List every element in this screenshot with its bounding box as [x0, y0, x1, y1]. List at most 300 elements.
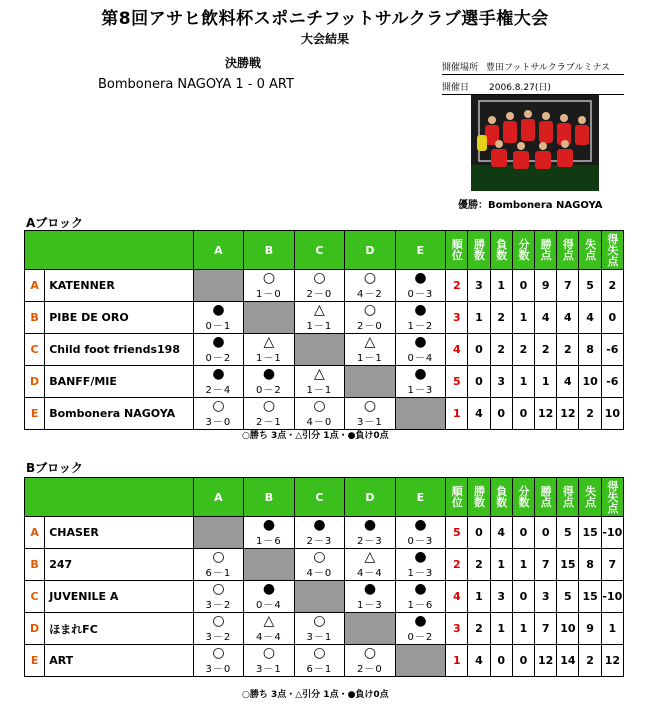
header-opponent-e: E — [395, 231, 446, 270]
match-score: 1－1 — [357, 353, 383, 364]
stat-value: 4 — [579, 302, 601, 334]
block-a-table — [24, 230, 624, 430]
result-mark: ○ — [212, 581, 225, 597]
result-mark: △ — [314, 302, 325, 318]
result-mark: △ — [364, 549, 376, 565]
rank-value: 5 — [446, 517, 468, 549]
page-title: 第8回アサヒ飲料杯スポニチフットサルクラブ選手権大会 — [101, 9, 549, 29]
header-stat — [468, 231, 490, 270]
self-match-cell — [345, 613, 396, 645]
result-mark: ○ — [363, 645, 377, 661]
match-cell — [193, 613, 244, 645]
stat-value: 4 — [490, 517, 512, 549]
stat-value: 7 — [557, 270, 579, 302]
header-stat-label: 勝数 — [474, 485, 485, 509]
table-header-row — [25, 231, 624, 270]
match-cell — [244, 398, 295, 430]
result-mark: ● — [262, 517, 276, 533]
stat-value: 7 — [601, 549, 623, 581]
stat-value: 1 — [468, 581, 490, 613]
header-stat — [468, 478, 490, 517]
header-opponent-b: B — [244, 231, 295, 270]
self-match-cell — [294, 581, 345, 613]
stat-value: 2 — [557, 334, 579, 366]
match-cell — [193, 366, 244, 398]
self-match-cell — [345, 366, 396, 398]
match-score: 1－6 — [407, 600, 434, 611]
stat-value: 0 — [468, 334, 490, 366]
rank-value: 5 — [446, 366, 468, 398]
stat-value: 1 — [535, 366, 557, 398]
result-mark: ● — [414, 334, 427, 350]
block-a-title: Aブロック — [26, 216, 84, 230]
header-stat-label: 得失点 — [607, 479, 619, 515]
stat-value: 0 — [490, 398, 512, 430]
result-mark: ● — [414, 581, 427, 597]
match-cell — [345, 334, 396, 366]
header-stat — [535, 231, 557, 270]
result-mark: ○ — [262, 645, 276, 661]
match-score: 2－4 — [205, 385, 232, 396]
match-cell — [294, 302, 345, 334]
result-mark: ● — [363, 517, 377, 533]
header-opponent-c: C — [294, 478, 345, 517]
stat-value: 10 — [579, 366, 601, 398]
date-label: 開催日 — [442, 83, 470, 93]
match-score: 1－3 — [407, 385, 434, 396]
team-name: ART — [45, 645, 193, 677]
match-cell — [294, 613, 345, 645]
team-name: CHASER — [45, 517, 193, 549]
table-row — [25, 549, 624, 581]
match-cell — [244, 645, 295, 677]
stat-value: 14 — [557, 645, 579, 677]
team-name: KATENNER — [45, 270, 193, 302]
stat-value: 2 — [490, 334, 512, 366]
rank-value: 3 — [446, 302, 468, 334]
result-mark: ● — [414, 549, 427, 565]
match-score: 3－1 — [256, 664, 282, 675]
header-stat — [557, 231, 579, 270]
result-mark: ○ — [212, 645, 225, 661]
stat-value: 10 — [601, 398, 623, 430]
match-score: 2－3 — [357, 536, 383, 547]
stat-value: 1 — [512, 613, 534, 645]
header-opponent-a: A — [193, 478, 244, 517]
result-mark: △ — [364, 334, 376, 350]
stat-value: 12 — [535, 398, 557, 430]
match-cell — [395, 581, 446, 613]
match-score: 1－2 — [407, 321, 434, 332]
match-cell — [193, 334, 244, 366]
match-cell — [395, 549, 446, 581]
stat-value: 5 — [557, 581, 579, 613]
stat-value: 10 — [557, 613, 579, 645]
stat-value: 15 — [557, 549, 579, 581]
stat-value: 0 — [512, 398, 534, 430]
self-match-cell — [193, 270, 244, 302]
match-cell — [244, 517, 295, 549]
match-cell — [345, 398, 396, 430]
result-mark: ● — [414, 270, 427, 286]
match-cell — [244, 613, 295, 645]
date-value: 2006.8.27(日) — [489, 83, 551, 93]
header-stat-label: 負数 — [496, 238, 508, 262]
header-stat-label: 勝点 — [540, 485, 552, 509]
header-stat-label: 順位 — [451, 485, 463, 509]
team-name: ほまれFC — [45, 613, 193, 645]
match-score: 0－3 — [407, 536, 434, 547]
match-score: 1－1 — [306, 385, 333, 396]
match-cell — [294, 366, 345, 398]
header-stat — [490, 231, 512, 270]
match-score: 3－2 — [205, 600, 232, 611]
table-row — [25, 366, 624, 398]
result-mark: ○ — [363, 270, 377, 286]
stat-value: 4 — [535, 302, 557, 334]
table-row — [25, 334, 624, 366]
block-a-legend: ○勝ち 3点・△引分 1点・●負け0点 — [242, 431, 389, 441]
match-score: 2－0 — [357, 664, 383, 675]
result-mark: ○ — [212, 549, 225, 565]
stat-value: 4 — [557, 366, 579, 398]
match-cell — [345, 549, 396, 581]
result-mark: ● — [313, 517, 326, 533]
match-cell — [294, 270, 345, 302]
table-row — [25, 302, 624, 334]
match-score: 2－0 — [357, 321, 383, 332]
stat-value: 2 — [490, 302, 512, 334]
match-cell — [395, 613, 446, 645]
stat-value: 1 — [512, 366, 534, 398]
stat-value: 0 — [512, 645, 534, 677]
stat-value: -10 — [601, 517, 623, 549]
team-photo — [471, 95, 599, 191]
team-name: 247 — [45, 549, 193, 581]
table-row — [25, 517, 624, 549]
result-mark: ○ — [262, 398, 276, 414]
header-stat-label: 得点 — [562, 238, 574, 262]
table-row — [25, 613, 624, 645]
result-mark: ● — [212, 366, 225, 382]
result-mark: ○ — [313, 613, 326, 629]
self-match-cell — [193, 517, 244, 549]
match-score: 0－1 — [205, 321, 232, 332]
match-cell — [395, 366, 446, 398]
header-opponent-c: C — [294, 231, 345, 270]
header-stat-label: 分数 — [518, 238, 530, 262]
header-stat-label: 得失点 — [607, 232, 619, 268]
stat-value: 2 — [535, 334, 557, 366]
stat-value: 3 — [490, 581, 512, 613]
self-match-cell — [395, 398, 446, 430]
result-mark: ○ — [212, 613, 225, 629]
row-letter: B — [25, 549, 45, 581]
self-match-cell — [294, 334, 345, 366]
header-stat — [557, 478, 579, 517]
stat-value: 12 — [601, 645, 623, 677]
result-mark: ○ — [212, 398, 225, 414]
stat-value: 7 — [535, 613, 557, 645]
match-score: 3－2 — [205, 632, 232, 643]
match-cell — [395, 302, 446, 334]
result-mark: ● — [262, 366, 276, 382]
block-b-table — [24, 477, 624, 677]
stat-value: 0 — [535, 517, 557, 549]
match-cell — [193, 398, 244, 430]
stat-value: 0 — [468, 366, 490, 398]
venue-value: 豊田フットサルクラブルミナス — [486, 63, 611, 73]
team-name: Bombonera NAGOYA — [45, 398, 193, 430]
rank-value: 4 — [446, 334, 468, 366]
block-b-legend: ○勝ち 3点・△引分 1点・●負け0点 — [242, 690, 389, 700]
stat-value: 3 — [490, 366, 512, 398]
rank-value: 2 — [446, 270, 468, 302]
match-score: 1－1 — [306, 321, 333, 332]
header-opponent-d: D — [345, 231, 396, 270]
match-cell — [294, 517, 345, 549]
match-score: 0－2 — [407, 632, 434, 643]
match-cell — [395, 334, 446, 366]
final-heading: 決勝戦 — [225, 56, 262, 70]
match-cell — [345, 645, 396, 677]
row-letter: D — [25, 613, 45, 645]
table-row — [25, 581, 624, 613]
stat-value: -10 — [601, 581, 623, 613]
stat-value: 1 — [601, 613, 623, 645]
stat-value: 0 — [490, 645, 512, 677]
team-name: PIBE DE ORO — [45, 302, 193, 334]
match-cell — [244, 581, 295, 613]
stat-value: -6 — [601, 334, 623, 366]
match-cell — [294, 645, 345, 677]
rank-value: 3 — [446, 613, 468, 645]
stat-value: 2 — [579, 645, 601, 677]
self-match-cell — [244, 549, 295, 581]
header-opponent-b: B — [244, 478, 295, 517]
stat-value: 4 — [468, 645, 490, 677]
self-match-cell — [244, 302, 295, 334]
stat-value: 8 — [579, 549, 601, 581]
header-stat — [579, 478, 601, 517]
match-score: 1－3 — [357, 600, 383, 611]
row-letter: B — [25, 302, 45, 334]
match-score: 3－0 — [205, 664, 232, 675]
table-row — [25, 398, 624, 430]
match-score: 4－4 — [256, 632, 282, 643]
stat-value: 2 — [512, 334, 534, 366]
self-match-cell — [395, 645, 446, 677]
header-stat-label: 失点 — [585, 485, 597, 509]
result-mark: ● — [414, 302, 427, 318]
row-letter: E — [25, 645, 45, 677]
rank-value: 1 — [446, 645, 468, 677]
header-stat-label: 負数 — [496, 485, 508, 509]
header-stat — [601, 478, 623, 517]
stat-value: 12 — [557, 398, 579, 430]
stat-value: 15 — [579, 517, 601, 549]
team-name: JUVENILE A — [45, 581, 193, 613]
match-score: 6－1 — [306, 664, 333, 675]
stat-value: 0 — [512, 270, 534, 302]
header-opponent-d: D — [345, 478, 396, 517]
stat-value: 2 — [601, 270, 623, 302]
result-mark: △ — [263, 334, 275, 350]
header-team-cell — [25, 478, 194, 517]
header-stat — [601, 231, 623, 270]
match-cell — [345, 517, 396, 549]
match-cell — [345, 270, 396, 302]
match-cell — [294, 398, 345, 430]
table-header-row — [25, 478, 624, 517]
match-cell — [244, 366, 295, 398]
match-score: 4－0 — [306, 568, 333, 579]
stat-value: 4 — [468, 398, 490, 430]
venue-row — [442, 60, 624, 75]
rank-value: 4 — [446, 581, 468, 613]
venue-label: 開催場所 — [442, 63, 479, 73]
match-cell — [244, 270, 295, 302]
match-score: 3－1 — [357, 417, 383, 428]
stat-value: 9 — [535, 270, 557, 302]
stat-value: -6 — [601, 366, 623, 398]
match-score: 0－2 — [256, 385, 282, 396]
header-stat — [512, 231, 534, 270]
stat-value: 2 — [468, 613, 490, 645]
header-team-cell — [25, 231, 194, 270]
result-mark: ○ — [262, 270, 276, 286]
header-stat — [512, 478, 534, 517]
stat-value: 1 — [490, 613, 512, 645]
match-score: 1－1 — [256, 353, 282, 364]
stat-value: 4 — [557, 302, 579, 334]
result-mark: ● — [212, 302, 225, 318]
rank-value: 2 — [446, 549, 468, 581]
match-cell — [193, 645, 244, 677]
header-stat-label: 勝数 — [474, 238, 485, 262]
rank-value: 1 — [446, 398, 468, 430]
match-cell — [193, 302, 244, 334]
match-cell — [345, 581, 396, 613]
stat-value: 1 — [490, 549, 512, 581]
table-row — [25, 270, 624, 302]
row-letter: C — [25, 581, 45, 613]
page-subtitle: 大会結果 — [300, 32, 349, 46]
match-score: 1－0 — [256, 289, 282, 300]
match-cell — [294, 549, 345, 581]
result-mark: ● — [212, 334, 225, 350]
result-mark: △ — [263, 613, 275, 629]
final-result: Bombonera NAGOYA 1 - 0 ART — [98, 77, 294, 92]
header-opponent-a: A — [193, 231, 244, 270]
header-opponent-e: E — [395, 478, 446, 517]
header-stat-label: 勝点 — [540, 238, 552, 262]
header-stat — [579, 231, 601, 270]
result-mark: ● — [414, 517, 427, 533]
stat-value: 1 — [512, 549, 534, 581]
stat-value: 3 — [468, 270, 490, 302]
match-cell — [395, 517, 446, 549]
match-cell — [395, 270, 446, 302]
result-mark: ○ — [313, 645, 326, 661]
table-row — [25, 645, 624, 677]
stat-value: 0 — [468, 517, 490, 549]
match-score: 0－3 — [407, 289, 434, 300]
stat-value: 1 — [468, 302, 490, 334]
header-stat — [490, 478, 512, 517]
match-cell — [345, 302, 396, 334]
result-mark: ● — [262, 581, 276, 597]
stat-value: 9 — [579, 613, 601, 645]
result-mark: ○ — [363, 302, 377, 318]
match-score: 0－4 — [256, 600, 282, 611]
header-stat-label: 得点 — [562, 485, 574, 509]
header-stat-label: 失点 — [585, 238, 597, 262]
result-mark: ● — [414, 366, 427, 382]
row-letter: C — [25, 334, 45, 366]
header-stat — [446, 231, 468, 270]
match-cell — [193, 549, 244, 581]
stat-value: 12 — [535, 645, 557, 677]
team-photo-illustration — [471, 95, 599, 191]
stat-value: 8 — [579, 334, 601, 366]
header-stat-label: 分数 — [518, 485, 530, 509]
match-score: 2－1 — [256, 417, 282, 428]
date-row — [442, 80, 624, 95]
block-b-title: Bブロック — [26, 461, 83, 475]
result-mark: ○ — [313, 549, 326, 565]
stat-value: 15 — [579, 581, 601, 613]
match-score: 4－2 — [357, 289, 383, 300]
result-mark: ○ — [313, 398, 326, 414]
match-score: 6－1 — [205, 568, 232, 579]
header-stat — [535, 478, 557, 517]
stat-value: 2 — [468, 549, 490, 581]
match-score: 4－0 — [306, 417, 333, 428]
row-letter: E — [25, 398, 45, 430]
match-score: 2－0 — [306, 289, 333, 300]
stat-value: 1 — [512, 302, 534, 334]
row-letter: D — [25, 366, 45, 398]
stat-value: 0 — [512, 581, 534, 613]
team-name: BANFF/MIE — [45, 366, 193, 398]
match-score: 2－3 — [306, 536, 333, 547]
stat-value: 5 — [557, 517, 579, 549]
stat-value: 7 — [535, 549, 557, 581]
match-score: 0－4 — [407, 353, 434, 364]
match-score: 1－6 — [256, 536, 282, 547]
stat-value: 5 — [579, 270, 601, 302]
match-score: 3－1 — [306, 632, 333, 643]
header-stat — [446, 478, 468, 517]
match-score: 0－2 — [205, 353, 232, 364]
stat-value: 3 — [535, 581, 557, 613]
result-mark: ○ — [313, 270, 326, 286]
row-letter: A — [25, 270, 45, 302]
row-letter: A — [25, 517, 45, 549]
match-score: 1－3 — [407, 568, 434, 579]
result-mark: △ — [314, 366, 325, 382]
stat-value: 1 — [490, 270, 512, 302]
header-stat-label: 順位 — [451, 238, 463, 262]
result-mark: ● — [414, 613, 427, 629]
team-name: Child foot friends198 — [45, 334, 193, 366]
result-mark: ● — [363, 581, 377, 597]
result-mark: ○ — [363, 398, 377, 414]
stat-value: 0 — [512, 517, 534, 549]
match-cell — [244, 334, 295, 366]
match-cell — [193, 581, 244, 613]
